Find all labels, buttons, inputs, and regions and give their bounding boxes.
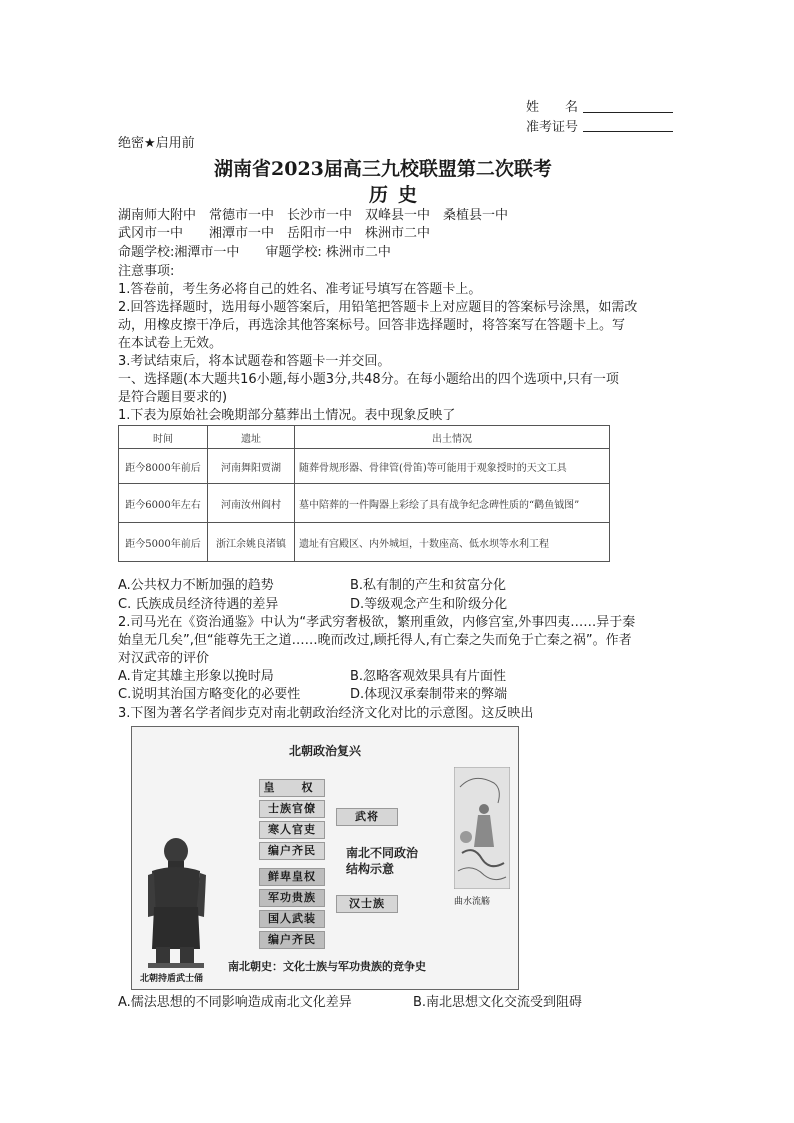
table-header-finds: 出土情况 xyxy=(295,426,610,449)
q1-option-c: C. 氏族成员经济待遇的差异 xyxy=(118,597,279,612)
center-text-line-2: 结构示意 xyxy=(346,862,395,876)
box-south-2: 士族官僚 xyxy=(259,800,325,818)
q1-stem: 1.下表为原始社会晚期部分墓葬出土情况。表中现象反映了 xyxy=(118,408,456,423)
name-label: 姓 名 xyxy=(526,100,579,115)
caption-right: 曲水流觞 xyxy=(454,897,491,907)
table-cell: 墓中陪葬的一件陶器上彩绘了具有战争纪念碑性质的“鹳鱼钺图” xyxy=(295,484,610,523)
table-cell: 河南舞阳贾湖 xyxy=(208,449,295,484)
box-han-gentry: 汉士族 xyxy=(336,895,398,913)
ticket-label: 准考证号 xyxy=(526,120,579,135)
secret-mark: 绝密★启用前 xyxy=(118,136,195,151)
section-heading-line-2: 是符合题目要求的) xyxy=(118,390,228,405)
note-item-2-line-1: 2.回答选择题时，选用每小题答案后，用铅笔把答题卡上对应题目的答案标号涂黑，如需改 xyxy=(118,300,638,315)
painting-icon xyxy=(454,767,510,889)
notes-heading: 注意事项: xyxy=(118,264,175,279)
q3-option-b: B.南北思想文化交流受到阻碍 xyxy=(413,995,583,1010)
table-row xyxy=(119,484,610,523)
section-heading-line-1: 一、选择题(本大题共16小题,每小题3分,共48分。在每小题给出的四个选项中,只有一项 xyxy=(118,372,619,387)
q2-option-c: C.说明其治国方略变化的必要性 xyxy=(118,687,301,702)
figure-bottom-caption: 南北朝史：文化士族与军功贵族的竞争史 xyxy=(228,960,426,973)
table-cell: 距今5000年前后 xyxy=(119,523,208,562)
center-text-line-1: 南北不同政治 xyxy=(346,846,419,860)
box-south-4: 编户齐民 xyxy=(259,842,325,860)
table-header-time: 时间 xyxy=(119,426,208,449)
caption-left: 北朝持盾武士俑 xyxy=(140,974,204,984)
box-north-3: 国人武装 xyxy=(259,910,325,928)
q2-option-a: A.肯定其雄主形象以挽时局 xyxy=(118,669,274,684)
q1-table xyxy=(118,425,610,562)
note-item-2-line-2: 动，用橡皮擦干净后，再选涂其他答案标号。回答非选择题时，将答案写在答题卡上。写 xyxy=(118,318,626,333)
name-underline xyxy=(583,112,673,113)
table-cell: 距今6000年左右 xyxy=(119,484,208,523)
setter-line: 命题学校:湘潭市一中 审题学校: 株洲市二中 xyxy=(118,245,391,260)
q2-option-d: D.体现汉承秦制带来的弊端 xyxy=(350,687,508,702)
table-cell: 随葬骨规形器、骨律管(骨笛)等可能用于观象授时的天文工具 xyxy=(295,449,610,484)
ticket-underline xyxy=(583,131,673,132)
box-south-1: 皇 权 xyxy=(259,779,325,797)
box-north-2: 军功贵族 xyxy=(259,889,325,907)
table-row xyxy=(119,449,610,484)
q3-figure xyxy=(131,726,519,990)
table-cell: 河南汝州阎村 xyxy=(208,484,295,523)
note-item-1: 1.答卷前，考生务必将自己的姓名、准考证号填写在答题卡上。 xyxy=(118,282,482,297)
q2-stem-line-1: 2.司马光在《资治通鉴》中认为“孝武穷奢极欲，繁刑重敛，内修宫室,外事四夷……异于秦 xyxy=(118,615,636,630)
q2-stem-line-3: 对汉武帝的评价 xyxy=(118,651,210,666)
exam-title: 湖南省2023届高三九校联盟第二次联考 xyxy=(214,158,552,180)
note-item-3: 3.考试结束后，将本试题卷和答题卡一并交回。 xyxy=(118,354,391,369)
q2-stem-line-2: 始皇无几矣”,但“能尊先王之道……晚而改过,顾托得人,有亡秦之失而免于亡秦之祸”。作者 xyxy=(118,633,632,648)
table-cell: 浙江余姚良渚镇 xyxy=(208,523,295,562)
table-header-row xyxy=(119,426,610,449)
q1-option-b: B.私有制的产生和贫富分化 xyxy=(350,578,507,593)
box-north-1: 鲜卑皇权 xyxy=(259,868,325,886)
schools-line-2: 武冈市一中 湘潭市一中 岳阳市一中 株洲市二中 xyxy=(118,226,431,241)
schools-line-1: 湖南师大附中 常德市一中 长沙市一中 双峰县一中 桑植县一中 xyxy=(118,208,509,223)
table-cell: 遗址有宫殿区、内外城垣，十数座高、低水坝等水利工程 xyxy=(295,523,610,562)
table-row xyxy=(119,523,610,562)
q3-stem: 3.下图为著名学者阎步克对南北朝政治经济文化对比的示意图。这反映出 xyxy=(118,706,534,721)
q1-option-d: D.等级观念产生和阶级分化 xyxy=(350,597,508,612)
warrior-figurine-icon xyxy=(138,837,212,969)
figure-title: 北朝政治复兴 xyxy=(288,744,361,758)
box-south-3: 寒人官吏 xyxy=(259,821,325,839)
table-header-site: 遗址 xyxy=(208,426,295,449)
note-item-2-line-3: 在本试卷上无效。 xyxy=(118,336,223,351)
q2-option-b: B.忽略客观效果具有片面性 xyxy=(350,669,507,684)
q3-option-a: A.儒法思想的不同影响造成南北文化差异 xyxy=(118,995,352,1010)
exam-subject: 历史 xyxy=(369,184,428,206)
box-military-general: 武将 xyxy=(336,808,398,826)
q1-option-a: A.公共权力不断加强的趋势 xyxy=(118,578,274,593)
box-north-4: 编户齐民 xyxy=(259,931,325,949)
table-cell: 距今8000年前后 xyxy=(119,449,208,484)
